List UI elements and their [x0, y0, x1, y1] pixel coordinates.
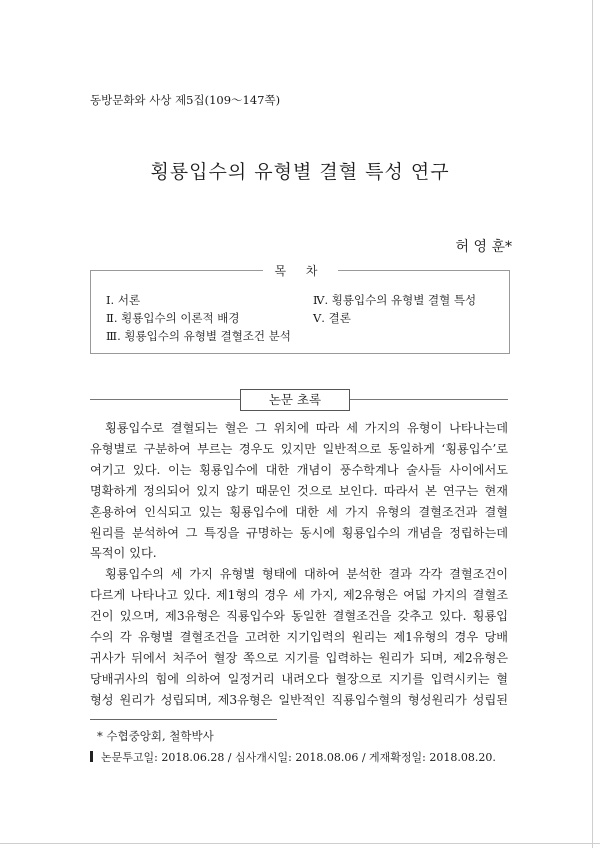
- toc-item: Ⅱ. 횡룡입수의 이론적 배경: [106, 311, 240, 325]
- abstract-line: 목적이 있다.: [90, 546, 157, 561]
- author-footnote: * 수협중앙회, 철학박사: [97, 729, 214, 743]
- toc-item: Ⅲ. 횡룡입수의 유형별 결혈조건 분석: [106, 329, 291, 343]
- paper-title: 횡룡입수의 유형별 결혈 특성 연구: [150, 161, 450, 183]
- author-name: 허 영 훈*: [455, 239, 512, 255]
- footnote-marker-bar: [90, 751, 93, 762]
- page-edge-bottom: [0, 843, 600, 844]
- abstract-line: 형성 원리가 성립되며, 제3유형은 일반적인 직룡입수혈의 형성원리가 성립된: [90, 692, 508, 707]
- toc-item: Ⅳ. 횡룡입수의 유형별 결혈 특성: [313, 293, 477, 307]
- abstract-line: 유형별로 구분하여 부르는 경우도 있지만 일반적으로 동일하게 ‘횡룡입수’로: [90, 441, 508, 456]
- abstract-line: 혼용하여 인식되고 있는 횡룡입수에 대한 세 가지 유형의 결혈조건과 결혈: [90, 504, 508, 519]
- abstract-line: 횡룡입수의 세 가지 유형별 형태에 대하여 분석한 결과 각각 결혈조건이: [105, 567, 508, 582]
- submission-dates-text: 논문투고일: 2018.06.28 / 심사개시일: 2018.08.06 / 게재확정일: 2018.08.20.: [101, 751, 496, 764]
- toc-right-column: [313, 291, 476, 327]
- abstract-line: 여기고 있다. 이는 횡룡입수에 대한 개념이 풍수학계나 술사들 사이에서도: [90, 462, 508, 477]
- running-head: 동방문화와 사상 제5집(109～147쪽): [90, 93, 281, 107]
- toc-heading: 목 차: [263, 264, 338, 278]
- toc-heading-wrap: [91, 262, 509, 279]
- page-edge-right: [592, 0, 593, 848]
- abstract-line: 명확하게 정의되어 있지 않기 때문인 것으로 보인다. 따라서 본 연구는 현재: [90, 483, 508, 498]
- abstract-line: 원리를 분석하여 그 특징을 규명하는 동시에 횡룡입수의 개념을 정립하는데: [90, 525, 508, 540]
- abstract-line: 다르게 나타나고 있다. 제1형의 경우 세 가지, 제2유형은 여덟 가지의 결혈조: [90, 588, 508, 603]
- abstract-line: 수의 각 유형별 결혈조건을 고려한 지기입력의 원리는 제1유형의 경우 당배: [90, 630, 508, 645]
- toc-left-column: [106, 291, 291, 345]
- abstract-body: [90, 418, 508, 711]
- table-of-contents: [90, 264, 510, 354]
- abstract-line: 횡룡입수로 결혈되는 혈은 그 위치에 따라 세 가지의 유형이 나타나는데: [105, 421, 508, 435]
- toc-item: Ⅰ. 서론: [106, 293, 141, 307]
- abstract-line: 당배귀사의 힘에 의하여 일정거리 내려오다 혈장으로 지기를 입력시키는 혈: [90, 671, 508, 686]
- footnote-divider: [90, 719, 277, 720]
- abstract-label: 논문 초록: [240, 389, 350, 411]
- abstract-line: 건이 있으며, 제3유형은 직룡입수와 동일한 결혈조건을 갖추고 있다. 횡룡입: [90, 609, 508, 624]
- toc-item: Ⅴ. 결론: [313, 311, 351, 325]
- submission-dates: [90, 749, 496, 765]
- abstract-line: 귀사가 뒤에서 처주어 혈장 쪽으로 지기를 입력하는 원리가 되며, 제2유형은: [90, 650, 508, 665]
